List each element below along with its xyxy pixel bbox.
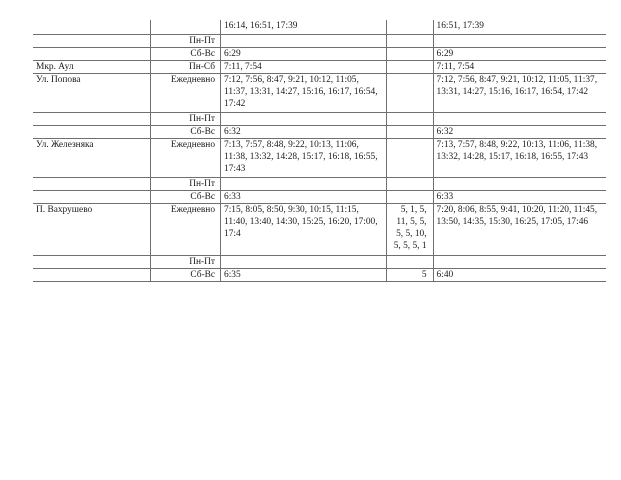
times-column-2-cell [433,255,606,268]
days-cell: Пн-Пт [151,112,221,125]
stop-name-cell: Мкр. Аул [33,60,151,73]
table-row [33,177,606,190]
times-column-2-cell: 6:29 [433,47,606,60]
times-column-2-cell: 7:13, 7:57, 8:48, 9:22, 10:13, 11:06, 11:38, 13:32, 14:28, 15:17, 16:18, 16:55, 17:43 [433,138,606,177]
stop-name-cell: Ул. Железняка [33,138,151,177]
intervals-cell: 5, 1, 5, 11, 5, 5, 5, 5, 10, 5, 5, 5, 1 [386,203,433,255]
times-column-1-cell: 7:13, 7:57, 8:48, 9:22, 10:13, 11:06, 11:38, 13:32, 14:28, 15:17, 16:18, 16:55, 17:43 [221,138,387,177]
days-cell: Пн-Пт [151,255,221,268]
table-row [33,47,606,60]
days-cell: Ежедневно [151,203,221,255]
intervals-cell [386,73,433,112]
stop-name-cell [33,34,151,47]
times-column-1-cell: 7:11, 7:54 [221,60,387,73]
days-cell: Сб-Вс [151,190,221,203]
times-column-1-cell: 7:15, 8:05, 8:50, 9:30, 10:15, 11:15, 11:40, 13:40, 14:30, 15:25, 16:20, 17:00, 17:4 [221,203,387,255]
table-row [33,268,606,281]
days-cell: Ежедневно [151,73,221,112]
times-column-2-cell: 7:20, 8:06, 8:55, 9:41, 10:20, 11:20, 11:45, 13:50, 14:35, 15:30, 16:25, 17:05, 17:46 [433,203,606,255]
schedule-table [33,20,606,282]
days-cell: Сб-Вс [151,268,221,281]
stop-name-cell [33,125,151,138]
times-column-2-cell [433,112,606,125]
intervals-cell [386,177,433,190]
times-column-2-cell: 6:33 [433,190,606,203]
intervals-cell: 5 [386,268,433,281]
intervals-cell [386,34,433,47]
days-cell: Ежедневно [151,138,221,177]
times-column-1-cell [221,255,387,268]
table-row [33,138,606,177]
table-row [33,60,606,73]
days-cell: Сб-Вс [151,47,221,60]
intervals-cell [386,60,433,73]
table-row [33,73,606,112]
intervals-cell [386,190,433,203]
times-column-2-cell: 6:40 [433,268,606,281]
schedule-body [33,20,606,281]
table-row [33,112,606,125]
stop-name-cell [33,47,151,60]
stop-name-cell [33,268,151,281]
days-cell: Сб-Вс [151,125,221,138]
table-row [33,125,606,138]
times-column-1-cell: 6:32 [221,125,387,138]
times-column-1-cell [221,112,387,125]
days-cell: Пн-Пт [151,177,221,190]
times-column-2-cell: 7:12, 7:56, 8:47, 9:21, 10:12, 11:05, 11:37, 13:31, 14:27, 15:16, 16:17, 16:54, 17:42 [433,73,606,112]
table-row [33,190,606,203]
stop-name-cell [33,20,151,34]
times-column-1-cell [221,34,387,47]
times-column-1-cell: 6:35 [221,268,387,281]
table-row [33,203,606,255]
intervals-cell [386,138,433,177]
times-column-2-cell [433,177,606,190]
times-column-1-cell: 7:12, 7:56, 8:47, 9:21, 10:12, 11:05, 11:37, 13:31, 14:27, 15:16, 16:17, 16:54, 17:42 [221,73,387,112]
intervals-cell [386,125,433,138]
intervals-cell [386,112,433,125]
intervals-cell [386,255,433,268]
stop-name-cell [33,190,151,203]
days-cell [151,20,221,34]
days-cell: Пн-Сб [151,60,221,73]
stop-name-cell [33,112,151,125]
times-column-1-cell: 6:33 [221,190,387,203]
stop-name-cell [33,177,151,190]
table-row [33,34,606,47]
times-column-1-cell: 6:29 [221,47,387,60]
stop-name-cell: П. Вахрушево [33,203,151,255]
times-column-1-cell: 16:14, 16:51, 17:39 [221,20,387,34]
stop-name-cell: Ул. Попова [33,73,151,112]
times-column-2-cell: 16:51, 17:39 [433,20,606,34]
times-column-2-cell: 7:11, 7:54 [433,60,606,73]
times-column-2-cell: 6:32 [433,125,606,138]
stop-name-cell [33,255,151,268]
intervals-cell [386,20,433,34]
table-row [33,20,606,34]
table-row [33,255,606,268]
times-column-2-cell [433,34,606,47]
intervals-cell [386,47,433,60]
times-column-1-cell [221,177,387,190]
days-cell: Пн-Пт [151,34,221,47]
